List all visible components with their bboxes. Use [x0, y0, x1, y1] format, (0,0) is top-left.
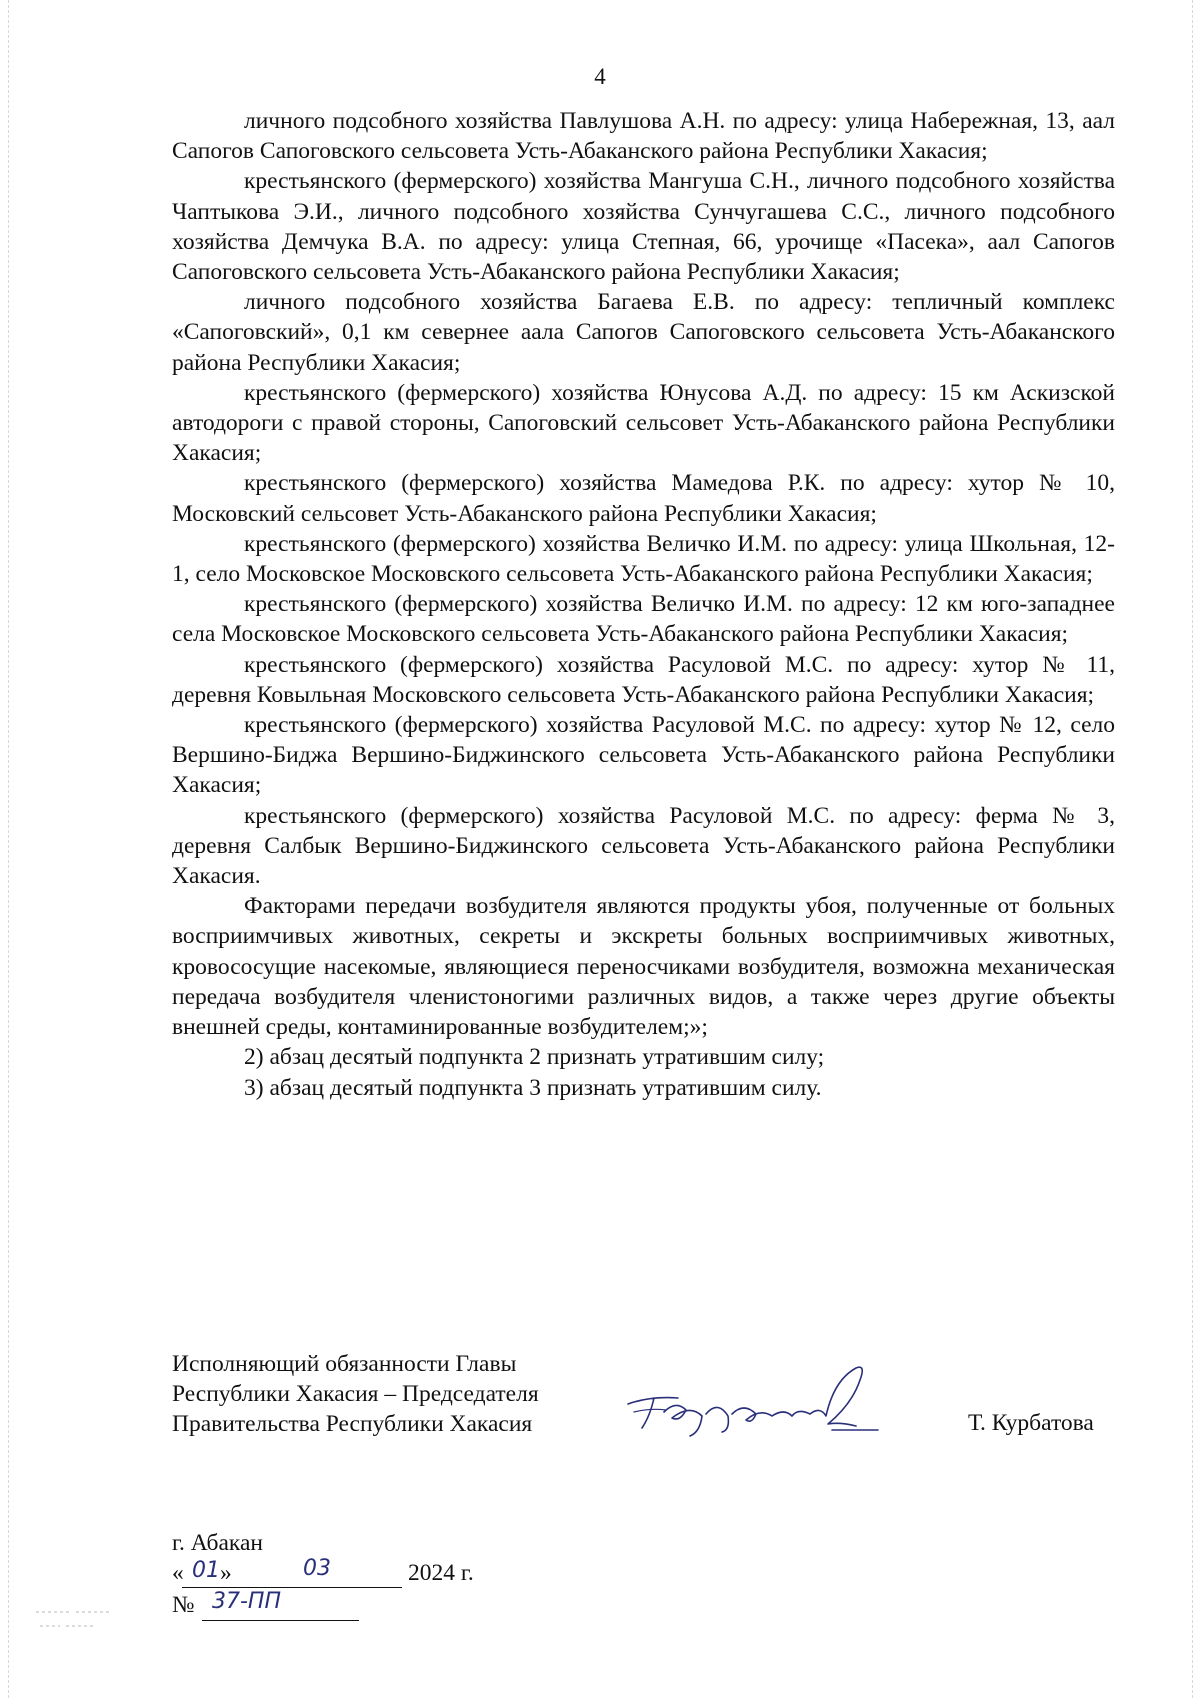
city: г. Абакан — [172, 1530, 263, 1556]
date-day: 01 — [192, 1558, 220, 1583]
handwritten-signature — [620, 1360, 900, 1440]
number-line — [172, 1589, 282, 1622]
document-body — [172, 106, 1115, 1103]
date-quote-close: » — [220, 1560, 232, 1586]
faint-stamp-mark — [30, 1600, 150, 1640]
right-margin-marks — [1192, 0, 1194, 1698]
signatory-position-line-1: Исполняющий обязанности Главы — [172, 1351, 517, 1377]
page-number: 4 — [594, 64, 606, 89]
paragraph-yunusov: крестьянского (фермерского) хозяйства Юнусова А.Д. по адресу: 15 км Аскизской автодороги с правой стороны, Сапоговский сельсовет Усть-Абаканского района Республики Хакасия; — [172, 379, 1115, 467]
paragraph-rasulova-1: крестьянского (фермерского) хозяйства Расуловой М.С. по адресу: хутор № 11, деревня Ковыльная Московского сельсовета Усть-Абаканского района Республики Хакасия; — [172, 651, 1115, 708]
paragraph-item-3: 3) абзац десятый подпункта 3 признать утратившим силу. — [244, 1074, 822, 1101]
paragraph-transmission-factors: Факторами передачи возбудителя являются продукты убоя, полученные от больных восприимчивых животных, секреты и экскреты больных восприимчивых животных, кровососущие насекомые, являющиеся переносчиками возбудителя, возможна механическая передача возбудителя членистоногими различных видов, а также через другие объекты внешней среды, контаминированные возбудителем;»; — [172, 893, 1115, 1041]
left-margin-marks — [8, 0, 10, 1698]
date-month: 03 — [303, 1556, 331, 1581]
paragraph-item-2: 2) абзац десятый подпункта 2 признать утратившим силу; — [244, 1044, 825, 1071]
date-quote-open: « — [172, 1560, 184, 1586]
number-underline — [202, 1620, 359, 1621]
paragraph-pavlushov: личного подсобного хозяйства Павлушова А.Н. по адресу: улица Набережная, 13, аал Сапогов Сапоговского сельсовета Усть-Абаканского района Республики Хакасия; — [172, 108, 1115, 165]
paragraph-mamedov: крестьянского (фермерского) хозяйства Мамедова Р.К. по адресу: хутор № 10, Московский сельсовет Усть-Абаканского района Республики Хакасия; — [172, 470, 1115, 527]
number-sign: № — [172, 1592, 195, 1618]
document-number: 37-ПП — [212, 1589, 282, 1614]
paragraph-bagaev: личного подсобного хозяйства Багаева Е.В. по адресу: тепличный комплекс «Сапоговский», 0,1 км севернее аала Сапогов Сапоговского сельсовета Усть-Абаканского района Республики Хакасия; — [172, 289, 1115, 376]
document-footer — [172, 1528, 474, 1622]
paragraph-rasulova-2: крестьянского (фермерского) хозяйства Расуловой М.С. по адресу: хутор № 12, село Вершино-Биджа Вершино-Биджинского сельсовета Усть-Абаканского района Республики Хакасия; — [172, 712, 1115, 799]
paragraph-velichko-1: крестьянского (фермерского) хозяйства Величко И.М. по адресу: улица Школьная, 12-1, село Московское Московского сельсовета Усть-Абаканского района Республики Хакасия; — [172, 530, 1115, 588]
paragraph-mangush: крестьянского (фермерского) хозяйства Мангуша С.Н., личного подсобного хозяйства Чаптыкова Э.И., личного подсобного хозяйства Сунчугашева С.С., личного подсобного хозяйства Демчука В.А. по адресу: улица Степная, 66, урочище «Пасека», аал Сапогов Сапоговского сельсовета Усть-Абаканского района Республики Хакасия; — [172, 168, 1115, 286]
signatory-position-line-3: Правительства Республики Хакасия — [172, 1411, 533, 1437]
date-line — [172, 1556, 474, 1590]
signatory-name: Т. Курбатова — [968, 1410, 1094, 1436]
signatory-position — [172, 1349, 539, 1439]
signatory-position-line-2: Республики Хакасия – Председателя — [172, 1381, 539, 1407]
paragraph-rasulova-3: крестьянского (фермерского) хозяйства Расуловой М.С. по адресу: ферма № 3, деревня Салбык Вершино-Биджинского сельсовета Усть-Абаканского района Республики Хакасия. — [172, 802, 1115, 890]
date-year: 2024 г. — [408, 1560, 474, 1586]
paragraph-velichko-2: крестьянского (фермерского) хозяйства Величко И.М. по адресу: 12 км юго-западнее села Московское Московского сельсовета Усть-Абаканского района Республики Хакасия; — [172, 591, 1115, 648]
